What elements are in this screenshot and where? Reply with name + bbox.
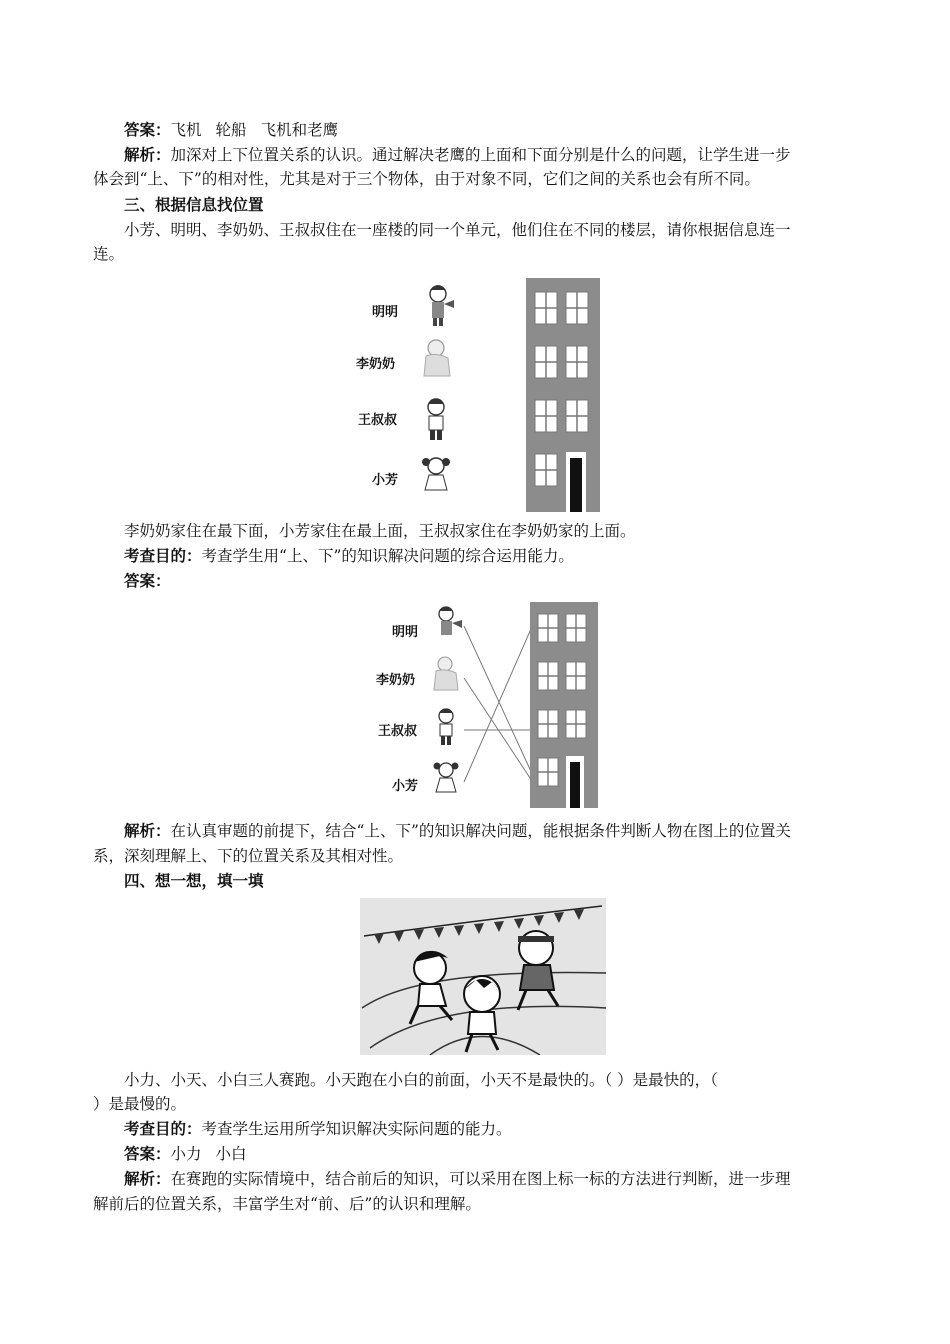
purpose-text: 考查学生用“上、下”的知识解决问题的综合运用能力。 <box>201 547 574 565</box>
analysis-colon-3: ： <box>155 1170 171 1188</box>
person-xiaofang-icon-2 <box>434 763 459 793</box>
section-3-heading: 三、根据信息找位置 <box>124 196 264 214</box>
person-linainai-icon <box>424 340 450 376</box>
connection-lines <box>464 622 534 784</box>
analysis-line-2: 体会到“上、下”的相对性，尤其是对于三个物体，由于对象不同，它们之间的关系也会有所不同。 <box>93 170 760 188</box>
purpose-label: 考查目的 <box>124 547 187 565</box>
building-icon-2 <box>530 602 598 808</box>
answer-label: 答案 <box>124 121 156 139</box>
section-4-analysis-1 <box>124 1168 884 1190</box>
analysis-text-3: 在赛跑的实际情境中，结合前后的知识，可以采用在图上标一标的方法进行判断，进一步理 <box>170 1170 791 1188</box>
analysis-label-3: 解析 <box>124 1170 156 1188</box>
fig1-label-xiaofang: 小芳 <box>372 473 399 488</box>
answer-label-3: 答案 <box>124 1145 156 1163</box>
purpose-colon-2: ： <box>186 1120 202 1138</box>
person-linainai-icon-2 <box>434 657 458 690</box>
fig2-label-xiaofang: 小芳 <box>392 779 419 794</box>
section-4-question-2: ）是最慢的。 <box>93 1095 187 1113</box>
section-4-heading: 四、想一想，填一填 <box>124 872 264 890</box>
section-3-purpose <box>124 545 884 567</box>
purpose-colon: ： <box>186 547 202 565</box>
fig2-label-wangshushu: 王叔叔 <box>378 724 418 739</box>
fig1-label-mingming: 明明 <box>372 305 399 320</box>
fig1-label-wangshushu: 王叔叔 <box>358 413 398 428</box>
purpose-label-2: 考查目的 <box>124 1120 187 1138</box>
section-4-purpose <box>124 1118 884 1140</box>
analysis-colon-2: ： <box>155 822 171 840</box>
section-3-analysis-2: 系，深刻理解上、下的位置关系及其相对性。 <box>93 847 404 865</box>
person-mingming-icon <box>430 285 454 326</box>
section-3-analysis-1 <box>124 820 884 842</box>
section-4-question-1: 小力、小天、小白三人赛跑。小天跑在小白的前面，小天不是最快的。（ ）是最快的，（ <box>124 1071 718 1089</box>
section-4-answer <box>124 1143 884 1165</box>
figure-race-illustration <box>360 898 606 1055</box>
analysis-text-2: 在认真审题的前提下，结合“上、下”的知识解决问题，能根据条件判断人物在图上的位置关 <box>170 822 791 840</box>
answer-colon-3: ： <box>155 1145 171 1163</box>
answer-a: 飞机 <box>170 121 202 139</box>
person-xiaofang-icon <box>422 458 450 490</box>
analysis-label-2: 解析 <box>124 822 156 840</box>
answer-line-1 <box>124 119 884 141</box>
section-3-info: 李奶奶家住在最下面，小芳家住在最上面，王叔叔家住在李奶奶家的上面。 <box>124 522 636 540</box>
figure-building-question <box>350 272 610 514</box>
analysis-colon: ： <box>155 146 171 164</box>
person-mingming-icon-2 <box>439 607 462 636</box>
section-3-answer <box>124 570 884 592</box>
answer-b-2: 小白 <box>215 1145 247 1163</box>
analysis-label: 解析 <box>124 146 156 164</box>
section-3-question-2: 连。 <box>93 245 125 263</box>
answer-colon-2: ： <box>155 572 171 590</box>
figure-building-answer <box>372 598 602 810</box>
person-wangshushu-icon <box>428 399 444 440</box>
fig1-label-linainai: 李奶奶 <box>356 357 396 372</box>
answer-label-2: 答案 <box>124 572 156 590</box>
fig2-label-linainai: 李奶奶 <box>376 673 416 688</box>
purpose-text-2: 考查学生运用所学知识解决实际问题的能力。 <box>201 1120 512 1138</box>
analysis-text-1: 加深对上下位置关系的认识。通过解决老鹰的上面和下面分别是什么的问题，让学生进一步 <box>170 146 791 164</box>
building-icon <box>526 278 600 512</box>
answer-b: 轮船 <box>215 121 247 139</box>
answer-colon: ： <box>155 121 171 139</box>
answer-a-2: 小力 <box>170 1145 202 1163</box>
fig2-label-mingming: 明明 <box>392 625 419 640</box>
analysis-line-1 <box>124 144 884 166</box>
person-wangshushu-icon-2 <box>439 709 453 746</box>
answer-c: 飞机和老鹰 <box>260 121 339 139</box>
section-4-analysis-2: 解前后的位置关系，丰富学生对“前、后”的认识和理解。 <box>93 1195 481 1213</box>
section-3-question-1: 小芳、明明、李奶奶、王叔叔住在一座楼的同一个单元，他们住在不同的楼层，请你根据信息连一 <box>124 221 791 239</box>
